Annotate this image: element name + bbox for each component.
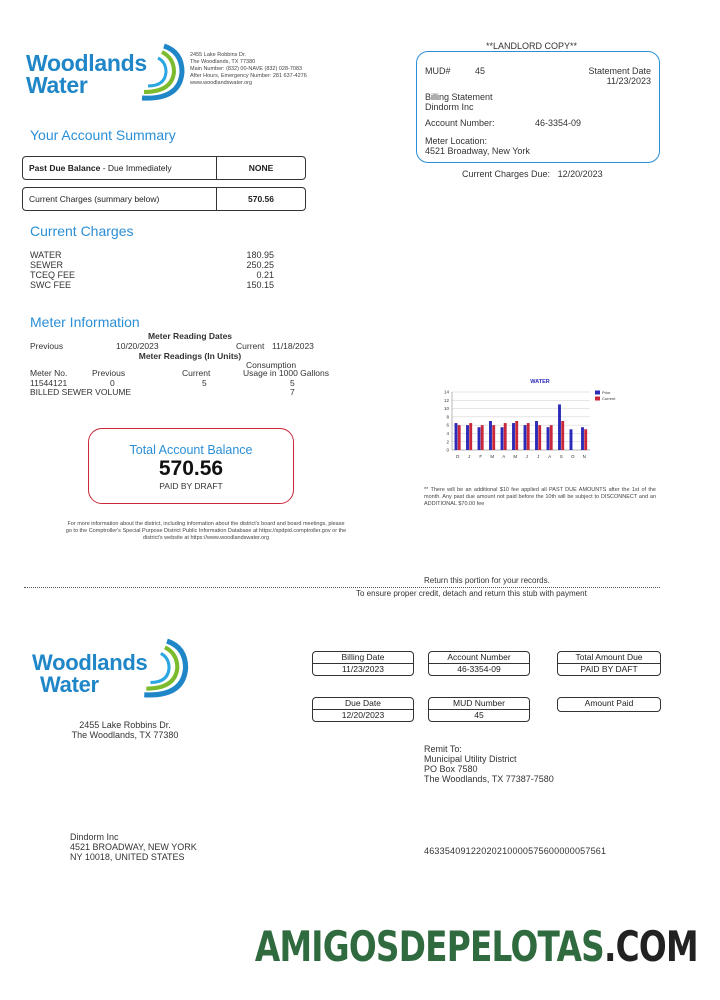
stub-address: [62, 720, 188, 740]
chart-bar: [535, 421, 538, 450]
current-charges-label: Current Charges (summary below): [29, 194, 160, 204]
chart-bar: [481, 425, 484, 450]
chart-x-tick-label: J: [468, 454, 471, 459]
chart-bar: [455, 423, 458, 450]
chart-bar: [527, 423, 530, 450]
chart-y-tick-label: 2: [446, 439, 449, 445]
chart-legend-label: Prior: [602, 390, 611, 395]
chart-bar: [492, 425, 495, 450]
chart-x-tick-label: D: [456, 454, 460, 459]
chart-x-tick-label: A: [548, 454, 552, 459]
reading-current: 5: [202, 378, 207, 388]
landlord-statement-date-label: Statement Date: [588, 66, 651, 76]
landlord-account-value: 46-3354-09: [535, 118, 582, 128]
late-fee-note: ** There will be an additional $10 fee applied all PAST DUE AMOUNTS after the 1st of the month. Any past due amount not paid before the 10th will be subject to DISCONNECT and an ADDITIONAL $70.00 fee: [424, 487, 656, 507]
landlord-mud-label: MUD#: [425, 66, 451, 76]
chart-bar: [466, 425, 469, 450]
stub-logo-line2: Water: [40, 672, 99, 697]
chart-x-tick-label: O: [570, 454, 575, 459]
amount-paid-value[interactable]: [558, 709, 660, 711]
chart-bar: [581, 427, 584, 450]
reading-usage: 5: [290, 378, 295, 388]
charge-row: TCEQ FEE 0.21: [30, 270, 274, 280]
chart-y-tick-label: 10: [443, 406, 449, 412]
meter-previous-label: Previous: [30, 340, 64, 351]
remit-line4: The Woodlands, TX 77387-7580: [424, 774, 554, 784]
chart-x-tick-label: M: [490, 454, 495, 459]
company-address-line2: The Woodlands, TX 77380: [190, 59, 256, 65]
amount-paid-box[interactable]: [557, 697, 661, 712]
stub-logo-swoosh-icon: [136, 636, 198, 702]
chart-x-tick-label: M: [513, 454, 518, 459]
chart-y-tick-label: 8: [446, 414, 449, 420]
meter-number: 11544121: [30, 378, 68, 388]
landlord-account-label: Account Number:: [425, 118, 495, 128]
customer-address: [70, 832, 197, 862]
landlord-customer: Dindorm Inc: [425, 102, 474, 112]
chart-x-tick-label: A: [502, 454, 506, 459]
chart-bar: [538, 425, 541, 450]
customer-line1: Dindorm Inc: [70, 832, 119, 842]
meter-info-block: [30, 332, 350, 397]
company-after-hours: After Hours, Emergency Number: 281 637-4276: [190, 73, 307, 79]
charge-row: WATER 180.95: [30, 250, 274, 260]
logo-line2: Water: [26, 72, 88, 98]
chart-y-tick-label: 14: [443, 389, 449, 395]
landlord-billing-statement: Billing Statement: [425, 92, 493, 102]
customer-line2: 4521 BROADWAY, NEW YORK: [70, 842, 197, 852]
total-due-value: PAID BY DAFT: [580, 664, 638, 674]
chart-y-tick-label: 12: [443, 397, 449, 403]
meter-consumption-label: Consumption: [246, 360, 297, 370]
meter-current-date: 11/18/2023: [272, 340, 314, 351]
chart-bar: [458, 425, 461, 450]
current-charges-row: [22, 187, 306, 211]
company-logo: [26, 44, 176, 102]
billing-date-box: [312, 651, 414, 676]
due-date-label: Due Date: [313, 698, 413, 710]
account-number-box: [428, 651, 530, 676]
stub-address-line1: 2455 Lake Robbins Dr.: [79, 720, 171, 730]
meter-readings-title: Meter Readings (In Units): [138, 350, 242, 361]
chart-bar: [501, 427, 504, 450]
current-charges-heading: Current Charges: [30, 223, 134, 239]
past-due-value: NONE: [216, 157, 305, 179]
watermark-suffix: .COM: [604, 922, 698, 971]
chart-bar: [584, 429, 587, 450]
charges-due-label: Current Charges Due:: [462, 169, 551, 179]
billing-date-value: 11/23/2023: [342, 664, 384, 674]
billed-sewer-value: 7: [290, 387, 295, 397]
chart-x-tick-label: J: [525, 454, 528, 459]
chart-bar: [558, 404, 561, 450]
landlord-statement-date: 11/23/2023: [606, 76, 651, 86]
account-number-label: Account Number: [429, 652, 529, 664]
chart-x-tick-label: N: [582, 454, 586, 459]
total-balance-box: [88, 428, 294, 504]
meter-current-label: Current: [236, 340, 265, 351]
total-balance-note: PAID BY DRAFT: [159, 481, 223, 491]
chart-legend-swatch: [595, 397, 600, 401]
chart-bar: [489, 421, 492, 450]
col-previous: Previous: [92, 368, 126, 378]
remit-line3: PO Box 7580: [424, 764, 478, 774]
company-address-line1: 2455 Lake Robbins Dr.: [190, 52, 246, 58]
charge-row: SEWER 250.25: [30, 260, 274, 270]
remit-line1: Remit To:: [424, 744, 462, 754]
mud-number-box: [428, 697, 530, 722]
detach-line: [24, 587, 660, 588]
chart-bar: [515, 421, 518, 450]
charges-due-date: 12/20/2023: [557, 169, 603, 179]
stub-logo: [32, 640, 202, 704]
chart-bar: [504, 423, 507, 450]
total-balance-amount: 570.56: [158, 457, 224, 480]
billed-sewer-label: BILLED SEWER VOLUME: [30, 387, 132, 397]
company-contact: [190, 52, 350, 87]
col-usage: Usage in 1000 Gallons: [243, 368, 330, 378]
col-current: Current: [182, 368, 211, 378]
chart-x-tick-label: S: [559, 454, 563, 459]
chart-legend-swatch: [595, 391, 600, 395]
watermark-main: AMIGOSDEPELOTAS: [255, 922, 605, 971]
stub-address-line2: The Woodlands, TX 77380: [71, 730, 179, 740]
due-date-box: [312, 697, 414, 722]
chart-y-tick-label: 6: [446, 422, 449, 428]
col-meter-no: Meter No.: [30, 368, 68, 378]
due-date-value: 12/20/2023: [341, 710, 385, 720]
chart-y-tick-label: 4: [446, 431, 449, 437]
stub-logo-line1: Woodlands: [32, 650, 148, 675]
mud-number-label: MUD Number: [429, 698, 529, 710]
chart-bar: [478, 427, 481, 450]
chart-x-tick-label: J: [537, 454, 540, 459]
current-charges-value: 570.56: [216, 188, 305, 210]
detach-instructions: To ensure proper credit, detach and return this stub with payment: [356, 589, 587, 598]
charges-list: [30, 250, 274, 290]
chart-legend-label: Current: [602, 396, 616, 401]
meter-previous-date: 10/20/2023: [116, 340, 159, 351]
account-summary-heading: Your Account Summary: [30, 127, 176, 143]
logo-swoosh-icon: [134, 42, 194, 104]
chart-title: WATER: [530, 379, 550, 385]
landlord-mud-value: 45: [475, 66, 486, 76]
landlord-meter-location: 4521 Broadway, New York: [425, 146, 530, 156]
chart-bar: [469, 423, 472, 450]
amount-paid-label: Amount Paid: [584, 698, 634, 708]
chart-x-tick-label: F: [479, 454, 483, 459]
billing-date-label: Billing Date: [313, 652, 413, 664]
chart-bar: [547, 427, 550, 450]
customer-line3: NY 10018, UNITED STATES: [70, 852, 185, 862]
account-number-value: 46-3354-09: [457, 664, 501, 674]
scanline: 46335409122020210000575600000057561: [424, 846, 607, 856]
total-balance-label: Total Account Balance: [129, 443, 253, 457]
total-due-box: [557, 651, 661, 676]
current-charges-due: [462, 169, 603, 179]
watermark: [255, 922, 698, 972]
chart-y-tick-label: 0: [446, 447, 449, 453]
chart-bar: [512, 423, 515, 450]
chart-bar: [524, 425, 527, 450]
past-due-label: Past Due Balance - Due Immediately: [29, 163, 172, 173]
landlord-meter-location-label: Meter Location:: [425, 136, 488, 146]
landlord-copy-title: **LANDLORD COPY**: [486, 41, 578, 51]
total-due-label: Total Amount Due: [558, 652, 660, 664]
remit-line2: Municipal Utility District: [424, 754, 517, 764]
return-portion-text: Return this portion for your records.: [424, 576, 550, 585]
company-main-number: Main Number: (832) 00-NAVE (832) 028-7083: [190, 66, 303, 72]
remit-to: [424, 744, 554, 784]
district-info-note: For more information about the district, including information about the district's board and board meetings, please go to the Comptroller's Special Purpose District Public Information Database at https://spdpid.comptroller.gov or the district's website at https://www.woodlandswater.org: [65, 521, 347, 541]
mud-number-value: 45: [474, 710, 484, 720]
landlord-copy-box: [416, 51, 660, 163]
chart-svg: [436, 374, 646, 474]
meter-info-heading: Meter Information: [30, 314, 140, 330]
company-website: www.woodlandswater.org: [190, 80, 253, 86]
chart-bar: [550, 425, 553, 450]
chart-bar: [561, 421, 564, 450]
water-usage-chart: [436, 374, 646, 474]
meter-reading-dates-title: Meter Reading Dates: [147, 331, 233, 341]
chart-bar: [570, 429, 573, 450]
logo-line1: Woodlands: [26, 50, 147, 76]
charge-row: SWC FEE 150.15: [30, 280, 274, 290]
past-due-row: [22, 156, 306, 180]
reading-previous: 0: [110, 378, 115, 388]
